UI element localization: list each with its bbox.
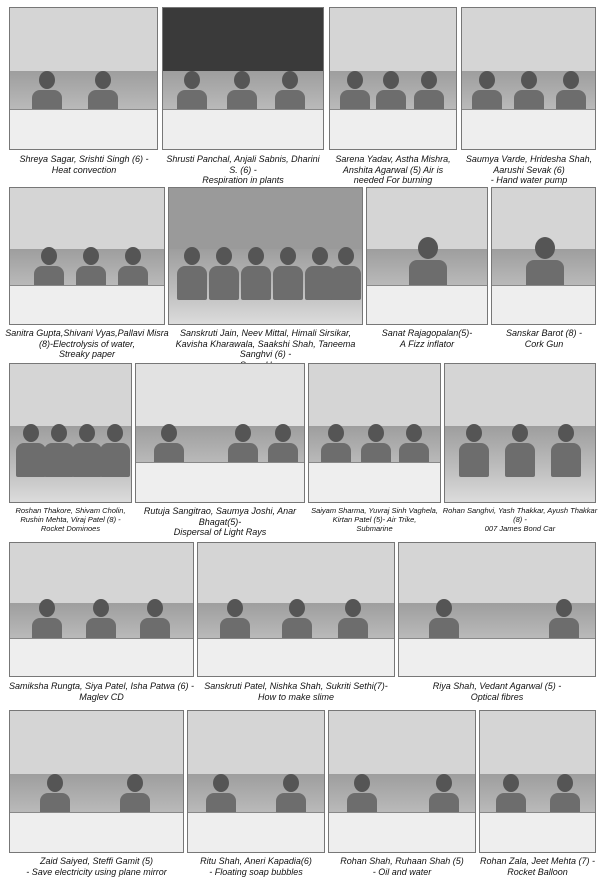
photo-maglev-cd	[9, 542, 194, 677]
caption-cork-gun: Sanskar Barot (8) - Cork Gun	[505, 328, 583, 349]
caption-dispersal-light: Rutuja Sangitrao, Saumya Joshi, Anar Bhagat(5)- Dispersal of Light Rays	[143, 506, 297, 537]
caption-plane-mirror: Zaid Saiyed, Steffi Gamit (5) - Save electricity using plane mirror	[26, 856, 167, 877]
caption-respiration-plants: Shrusti Panchal, Anjali Sabnis, Dharini S. (6) - Respiration in plants	[166, 154, 320, 185]
photo-dispersal-light	[135, 363, 305, 503]
photo-oil-water	[328, 710, 476, 853]
photo-james-bond-car	[444, 363, 596, 503]
caption-rocket-dominoes: Roshan Thakore, Shivam Cholin, Rushin Mehta, Viraj Patel (8) - Rocket Dominoes	[15, 506, 126, 533]
caption-air-burning: Sarena Yadav, Astha Mishra, Anshita Agarwal (5) Air is needed For burning	[335, 154, 451, 185]
photo-electrolysis	[9, 187, 165, 325]
caption-heat-convection: Shreya Sagar, Srishti Singh (6) - Heat convection	[19, 154, 149, 175]
caption-hand-water-pump: Saumya Varde, Hridesha Shah, Aarushi Sevak (6) - Hand water pump	[465, 154, 593, 185]
caption-oil-water: Rohan Shah, Ruhaan Shah (5) - Oil and water	[340, 856, 464, 877]
caption-slime: Sanskruti Patel, Nishka Shah, Sukriti Sethi(7)- How to make slime	[204, 681, 388, 702]
caption-optical-fibres: Riya Shah, Vedant Agarwal (5) - Optical fibres	[432, 681, 562, 702]
photo-fizz-inflator	[366, 187, 488, 325]
photo-rocket-dominoes	[9, 363, 132, 503]
caption-maglev-cd: Samiksha Rungta, Siya Patel, Isha Patwa (6) - Maglev CD	[8, 681, 195, 702]
photo-rocket-balloon	[479, 710, 596, 853]
photo-air-trike-submarine	[308, 363, 441, 503]
photo-optical-fibres	[398, 542, 596, 677]
photo-cork-gun	[491, 187, 596, 325]
photo-soap-bubbles	[187, 710, 325, 853]
photo-scary-house	[168, 187, 363, 325]
photo-heat-convection	[9, 7, 158, 150]
caption-fizz-inflator: Sanat Rajagopalan(5)- A Fizz inflator	[381, 328, 473, 349]
caption-rocket-balloon: Rohan Zala, Jeet Mehta (7) - Rocket Balloon	[479, 856, 596, 877]
caption-soap-bubbles: Ritu Shah, Aneri Kapadia(6) - Floating soap bubbles	[200, 856, 312, 877]
photo-respiration-plants	[162, 7, 324, 150]
caption-electrolysis: Sanitra Gupta,Shivani Vyas,Pallavi Misra (8)-Electrolysis of water, Streaky paper	[5, 328, 169, 359]
photo-air-burning	[329, 7, 457, 150]
photo-hand-water-pump	[461, 7, 596, 150]
caption-james-bond-car: Rohan Sanghvi, Yash Thakkar, Ayush Thakkar (8) - 007 James Bond Car	[442, 506, 598, 533]
photo-plane-mirror	[9, 710, 184, 853]
caption-air-trike-submarine: Saiyam Sharma, Yuvraj Sinh Vaghela, Kirtan Patel (5)- Air Trike, Submarine	[311, 506, 438, 533]
photo-slime	[197, 542, 395, 677]
caption-scary-house: Sanskruti Jain, Neev Mittal, Himali Sirsikar, Kavisha Kharawala, Saakshi Shah, Taneema Sanghvi (6) -	[175, 328, 356, 359]
